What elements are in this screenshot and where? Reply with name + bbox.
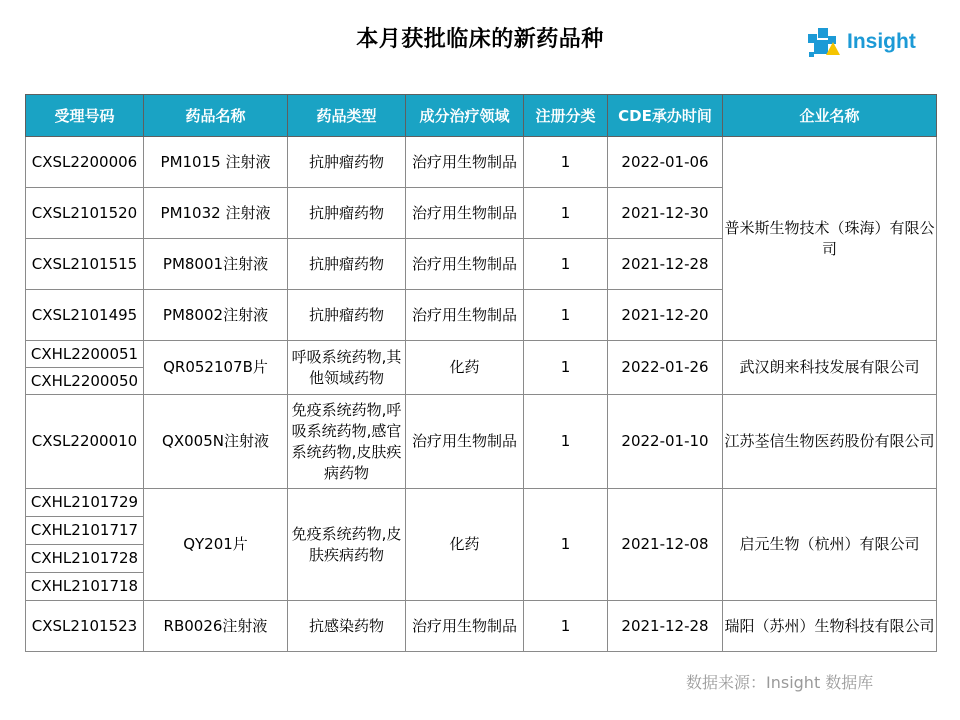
header-cell: 企业名称 bbox=[723, 95, 937, 137]
header-cell: 药品类型 bbox=[288, 95, 406, 137]
registration-class: 1 bbox=[524, 188, 608, 239]
therapeutic-field: 化药 bbox=[406, 341, 524, 395]
acceptance-number: CXHL2101728 bbox=[26, 545, 144, 573]
header-cell: CDE承办时间 bbox=[608, 95, 723, 137]
drug-name: RB0026注射液 bbox=[144, 601, 288, 652]
header-cell: 受理号码 bbox=[26, 95, 144, 137]
header-cell: 药品名称 bbox=[144, 95, 288, 137]
therapeutic-field: 治疗用生物制品 bbox=[406, 601, 524, 652]
acceptance-number: CXHL2101718 bbox=[26, 573, 144, 601]
acceptance-number: CXHL2200050 bbox=[26, 368, 144, 395]
company-name: 普米斯生物技术（珠海）有限公司 bbox=[723, 137, 937, 341]
therapeutic-field: 治疗用生物制品 bbox=[406, 290, 524, 341]
drug-type: 抗肿瘤药物 bbox=[288, 137, 406, 188]
company-name: 启元生物（杭州）有限公司 bbox=[723, 489, 937, 601]
therapeutic-field: 治疗用生物制品 bbox=[406, 239, 524, 290]
acceptance-number: CXSL2101495 bbox=[26, 290, 144, 341]
brand-logo bbox=[806, 22, 916, 62]
company-name: 江苏荃信生物医药股份有限公司 bbox=[723, 395, 937, 489]
drug-type: 抗肿瘤药物 bbox=[288, 290, 406, 341]
cde-date: 2021-12-28 bbox=[608, 601, 723, 652]
table-row bbox=[26, 341, 937, 368]
drug-table bbox=[25, 94, 937, 652]
therapeutic-field: 治疗用生物制品 bbox=[406, 395, 524, 489]
registration-class: 1 bbox=[524, 239, 608, 290]
acceptance-number: CXSL2101523 bbox=[26, 601, 144, 652]
insight-logo-icon bbox=[806, 24, 844, 60]
table-row bbox=[26, 489, 937, 517]
drug-type: 抗感染药物 bbox=[288, 601, 406, 652]
drug-name: QY201片 bbox=[144, 489, 288, 601]
header-cell: 成分治疗领域 bbox=[406, 95, 524, 137]
drug-type: 免疫系统药物,呼吸系统药物,感官系统药物,皮肤疾病药物 bbox=[288, 395, 406, 489]
cde-date: 2021-12-08 bbox=[608, 489, 723, 601]
drug-name: QX005N注射液 bbox=[144, 395, 288, 489]
registration-class: 1 bbox=[524, 137, 608, 188]
table-header-row bbox=[26, 95, 937, 137]
company-name: 武汉朗来科技发展有限公司 bbox=[723, 341, 937, 395]
drug-type: 抗肿瘤药物 bbox=[288, 239, 406, 290]
drug-type: 免疫系统药物,皮肤疾病药物 bbox=[288, 489, 406, 601]
drug-name: PM8001注射液 bbox=[144, 239, 288, 290]
data-source-note: 数据来源：Insight 数据库 bbox=[686, 673, 874, 692]
drug-name: PM8002注射液 bbox=[144, 290, 288, 341]
table-row bbox=[26, 137, 937, 188]
acceptance-number: CXSL2200010 bbox=[26, 395, 144, 489]
page-title: 本月获批临床的新药品种 bbox=[356, 27, 604, 52]
acceptance-number: CXSL2200006 bbox=[26, 137, 144, 188]
drug-name: PM1032 注射液 bbox=[144, 188, 288, 239]
drug-name: QR052107B片 bbox=[144, 341, 288, 395]
acceptance-number: CXSL2101520 bbox=[26, 188, 144, 239]
registration-class: 1 bbox=[524, 601, 608, 652]
acceptance-number: CXHL2200051 bbox=[26, 341, 144, 368]
registration-class: 1 bbox=[524, 489, 608, 601]
therapeutic-field: 治疗用生物制品 bbox=[406, 188, 524, 239]
cde-date: 2021-12-20 bbox=[608, 290, 723, 341]
acceptance-number: CXHL2101729 bbox=[26, 489, 144, 517]
cde-date: 2022-01-10 bbox=[608, 395, 723, 489]
logo-text: Insight bbox=[847, 30, 916, 53]
registration-class: 1 bbox=[524, 290, 608, 341]
acceptance-number: CXHL2101717 bbox=[26, 517, 144, 545]
company-name: 瑞阳（苏州）生物科技有限公司 bbox=[723, 601, 937, 652]
drug-name: PM1015 注射液 bbox=[144, 137, 288, 188]
therapeutic-field: 化药 bbox=[406, 489, 524, 601]
drug-type: 呼吸系统药物,其他领域药物 bbox=[288, 341, 406, 395]
cde-date: 2022-01-06 bbox=[608, 137, 723, 188]
cde-date: 2021-12-30 bbox=[608, 188, 723, 239]
table-row bbox=[26, 601, 937, 652]
therapeutic-field: 治疗用生物制品 bbox=[406, 137, 524, 188]
cde-date: 2021-12-28 bbox=[608, 239, 723, 290]
drug-type: 抗肿瘤药物 bbox=[288, 188, 406, 239]
registration-class: 1 bbox=[524, 341, 608, 395]
acceptance-number: CXSL2101515 bbox=[26, 239, 144, 290]
registration-class: 1 bbox=[524, 395, 608, 489]
table-row bbox=[26, 395, 937, 489]
header-cell: 注册分类 bbox=[524, 95, 608, 137]
cde-date: 2022-01-26 bbox=[608, 341, 723, 395]
